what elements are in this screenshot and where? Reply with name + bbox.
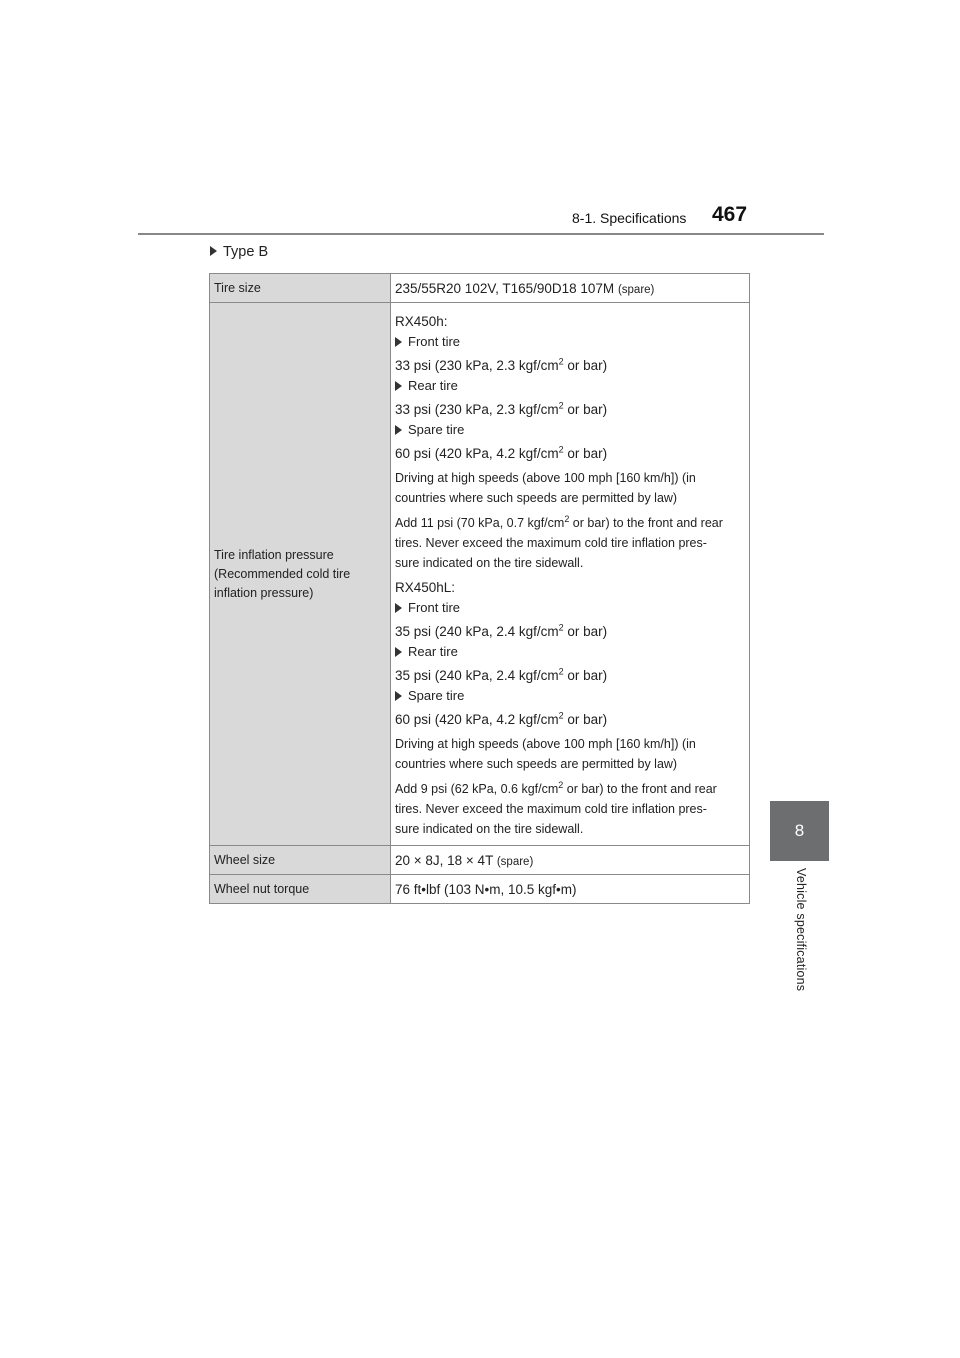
wheel-nut-torque-value: 76 ft•lbf (103 N•m, 10.5 kgf•m) bbox=[391, 875, 750, 904]
rx450h-add-note: Add 11 psi (70 kPa, 0.7 kgf/$cm^2$ or bar) to the front and rear tires. Never exceed the maximum cold tire inflation pres- sure indicated on the tire sidewall. bbox=[395, 513, 723, 570]
table-row-wheel-size bbox=[210, 846, 750, 875]
triangle-bullet-icon bbox=[395, 337, 402, 347]
tire-size-label: Tire size bbox=[210, 274, 391, 303]
rx450hl-rear-value: 35 psi (240 kPa, 2.4 kgf/$cm^2$ or bar) bbox=[395, 666, 608, 683]
tire-size-note: (spare) bbox=[617, 283, 655, 296]
type-heading bbox=[210, 244, 268, 260]
page-number: 467 bbox=[712, 203, 748, 226]
rx450hl-front-value: 35 psi (240 kPa, 2.4 kgf/$cm^2$ or bar) bbox=[395, 622, 608, 639]
table-row-tire-size bbox=[210, 274, 750, 303]
rx450hl-high-speed-note: Driving at high speeds (above 100 mph [160 km/h]) (in countries where such speeds are permitted by law) bbox=[395, 737, 696, 771]
chapter-number: 8 bbox=[794, 821, 805, 840]
wheel-nut-torque-label: Wheel nut torque bbox=[210, 875, 391, 904]
rx450hl-add-note: Add 9 psi (62 kPa, 0.6 kgf/$cm^2$ or bar) to the front and rear tires. Never exceed the maximum cold tire inflation pres- sure indicated on the tire sidewall. bbox=[395, 779, 717, 836]
header-divider bbox=[138, 233, 824, 235]
inflation-label-line3: inflation pressure) bbox=[214, 585, 314, 600]
rx450h-front-value: 33 psi (230 kPa, 2.3 kgf/$cm^2$ or bar) bbox=[395, 356, 608, 373]
rx450hl-title: RX450hL: bbox=[395, 580, 456, 595]
wheel-size-note: (spare) bbox=[496, 855, 534, 868]
triangle-bullet-icon bbox=[395, 425, 402, 435]
tire-spec-table bbox=[209, 273, 750, 904]
inflation-label-line2: (Recommended cold tire bbox=[214, 566, 351, 581]
rx450hl-rear-label: Rear tire bbox=[395, 643, 745, 661]
wheel-size-label: Wheel size bbox=[210, 846, 391, 875]
triangle-bullet-icon bbox=[210, 246, 217, 256]
rx450hl-spare-value: 60 psi (420 kPa, 4.2 kgf/$cm^2$ or bar) bbox=[395, 710, 608, 727]
chapter-tab bbox=[770, 801, 829, 861]
triangle-bullet-icon bbox=[395, 603, 402, 613]
rx450h-title: RX450h: bbox=[395, 314, 448, 329]
table-row-inflation bbox=[210, 303, 750, 846]
wheel-size-main: 20 × 8J, 18 × 4T bbox=[395, 852, 494, 868]
inflation-label bbox=[210, 303, 391, 846]
table-row-wheel-nut-torque bbox=[210, 875, 750, 904]
rx450hl-front-label: Front tire bbox=[395, 599, 745, 617]
rx450h-rear-label: Rear tire bbox=[395, 377, 745, 395]
rx450h-front-label: Front tire bbox=[395, 333, 745, 351]
rx450hl-spare-label: Spare tire bbox=[395, 687, 745, 705]
rx450h-rear-value: 33 psi (230 kPa, 2.3 kgf/$cm^2$ or bar) bbox=[395, 400, 608, 417]
triangle-bullet-icon bbox=[395, 381, 402, 391]
rx450h-high-speed-note: Driving at high speeds (above 100 mph [160 km/h]) (in countries where such speeds are permitted by law) bbox=[395, 471, 696, 505]
page-header bbox=[0, 0, 960, 240]
inflation-label-line1: Tire inflation pressure bbox=[214, 547, 334, 562]
inflation-value bbox=[391, 303, 750, 846]
chapter-label: Vehicle specifications bbox=[794, 868, 808, 992]
tire-size-value bbox=[391, 274, 750, 303]
rx450h-spare-value: 60 psi (420 kPa, 4.2 kgf/$cm^2$ or bar) bbox=[395, 444, 608, 461]
section-title: 8-1. Specifications bbox=[572, 210, 687, 226]
type-heading-text: Type B bbox=[223, 244, 269, 260]
rx450h-spare-label: Spare tire bbox=[395, 421, 745, 439]
triangle-bullet-icon bbox=[395, 691, 402, 701]
triangle-bullet-icon bbox=[395, 647, 402, 657]
tire-size-main: 235/55R20 102V, T165/90D18 107M bbox=[395, 280, 615, 296]
wheel-size-value bbox=[391, 846, 750, 875]
